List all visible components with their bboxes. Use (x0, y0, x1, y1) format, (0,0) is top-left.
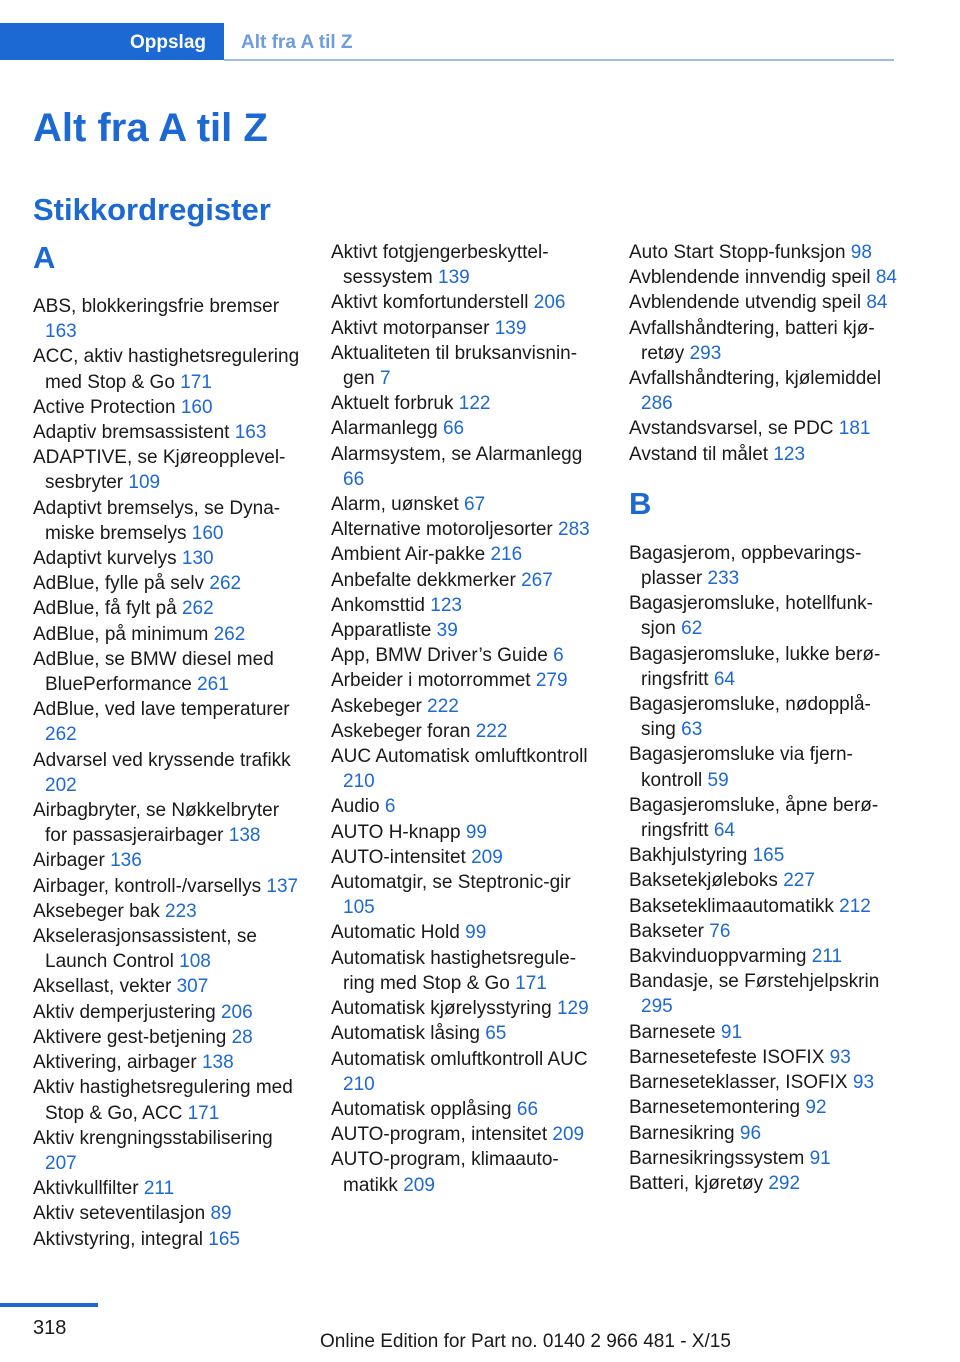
index-entry-page-link[interactable]: 6 (553, 645, 564, 667)
index-column-1 (33, 238, 301, 1252)
index-entry (33, 1227, 301, 1252)
index-entry-term: Avfallshåndtering, kjølemiddel (629, 368, 882, 390)
index-entry-term: Bakvinduoppvarming (629, 946, 807, 968)
index-entry-page-link[interactable]: 66 (442, 418, 465, 440)
index-entry-term: Bagasjeromsluke, åpne berøringsfritt (629, 794, 879, 842)
index-entry-term: Arbeider i motorrommet (331, 670, 531, 692)
index-entry-term: AUTO H-knapp (331, 821, 461, 843)
index-entry-page-link[interactable]: 99 (465, 821, 487, 843)
index-entry-page-link[interactable]: 105 (343, 897, 375, 919)
index-entry-term: Bagasjeromsluke, hotellfunksjon (629, 593, 873, 640)
header-bar (0, 0, 894, 62)
index-letter-heading: A (33, 240, 56, 275)
index-entry-term: AdBlue, ved lave temperaturer (33, 699, 290, 721)
index-entry-page-link[interactable]: 165 (208, 1228, 240, 1250)
index-entry-term: Airbager (33, 850, 105, 872)
index-entry-page-link[interactable]: 65 (485, 1023, 507, 1045)
index-entry (33, 1176, 301, 1201)
index-entry (331, 845, 599, 870)
index-column-3 (629, 240, 897, 1196)
index-entry-page-link[interactable]: 210 (343, 1073, 375, 1095)
index-entry-page-link[interactable]: 123 (430, 594, 462, 616)
index-entry-term: Automatgir, se Steptronic-gir (331, 872, 571, 894)
index-entry (331, 416, 599, 441)
index-entry (331, 618, 599, 643)
index-entry (33, 420, 301, 445)
tab-oppslag[interactable]: Oppslag (0, 23, 224, 60)
index-entry-term: Automatic Hold (331, 922, 460, 944)
index-entry-page-link[interactable]: 28 (231, 1026, 253, 1048)
index-entry (629, 366, 897, 416)
index-entry-term: Automatisk hastighetsregulering med Stop & Go (331, 947, 577, 994)
index-entry-page-link[interactable]: 286 (641, 393, 673, 415)
index-entry-page-link[interactable]: 262 (213, 623, 246, 645)
index-entry-term: Aktiv demperjustering (33, 1001, 216, 1023)
index-entry-page-link[interactable]: 66 (516, 1098, 539, 1120)
index-entry (629, 642, 897, 692)
index-entry-page-link[interactable]: 91 (809, 1147, 831, 1169)
index-entry (629, 1146, 897, 1171)
index-entry (33, 848, 301, 873)
index-entry-page-link[interactable]: 66 (343, 468, 365, 490)
index-entry-page-link[interactable]: 39 (436, 620, 458, 642)
index-entry-term: Alarmsystem, se Alarmanlegg (331, 443, 583, 465)
index-entry (33, 899, 301, 924)
index-entry-page-link[interactable]: 109 (128, 472, 161, 494)
index-entry-page-link[interactable]: 84 (875, 267, 897, 289)
index-entry-page-link[interactable]: 163 (45, 321, 77, 343)
index-entry (331, 391, 599, 416)
index-entry-term: Aktuelt forbruk (331, 393, 454, 415)
index-entry-term: ABS, blokkeringsfrie bremser (33, 296, 280, 317)
index-entry (331, 568, 599, 593)
index-entry-page-link[interactable]: 212 (839, 895, 871, 917)
index-entry-term: Ankomsttid (331, 594, 425, 616)
index-entry (33, 924, 301, 974)
index-entry-term: AUTO-intensitet (331, 846, 466, 868)
index-entry (629, 919, 897, 944)
index-entry-term: Bakseteklimaautomatikk (629, 895, 834, 917)
tab-alt-fra-a-til-z[interactable]: Alt fra A til Z (241, 32, 353, 53)
index-entry (331, 694, 599, 719)
index-entry (331, 920, 599, 945)
index-entry (629, 1095, 897, 1120)
index-entry-page-link[interactable]: 137 (266, 875, 299, 897)
index-entry-term: Aktivt komfortunderstell (331, 292, 529, 314)
index-entry (331, 996, 599, 1021)
index-entry-term: Aktivstyring, integral (33, 1228, 204, 1250)
index-entry (33, 1201, 301, 1226)
index-column-2 (331, 240, 599, 1198)
index-entry (33, 1126, 301, 1176)
index-entry-page-link[interactable]: 93 (829, 1046, 851, 1068)
index-entry-term: Askebeger foran (331, 720, 471, 742)
index-entry (629, 1171, 897, 1196)
index-entry-term: ADAPTIVE, se Kjøreopplevelsesbryter (33, 447, 286, 494)
index-entry-term: Audio (331, 796, 380, 818)
index-entry-term: Aksebeger bak (33, 900, 160, 922)
index-entry-page-link[interactable]: 64 (713, 820, 735, 842)
index-entry (33, 622, 301, 647)
index-entry (33, 596, 301, 621)
index-entry (331, 542, 599, 567)
index-entry (331, 870, 599, 920)
index-entry-page-link[interactable]: 98 (850, 242, 872, 263)
edition-note: Online Edition for Part no. 0140 2 966 481 - X/15 (320, 1331, 731, 1352)
index-entry-page-link[interactable]: 227 (783, 870, 815, 892)
index-entry-term: Aktivkullfilter (33, 1178, 139, 1200)
index-entry-term: AdBlue, på minimum (33, 623, 209, 645)
index-entry-term: Automatisk opplåsing (331, 1098, 512, 1120)
index-entry (629, 1045, 897, 1070)
index-entry-term: Airbager, kontroll-/varsellys (33, 875, 262, 897)
index-entry-page-link[interactable]: 139 (494, 317, 527, 339)
page-title: Alt fra A til Z (33, 106, 268, 150)
index-entry-page-link[interactable]: 165 (752, 845, 785, 867)
index-entry (33, 974, 301, 999)
index-entry-page-link[interactable]: 292 (768, 1172, 801, 1194)
index-entry-term: Automatisk låsing (331, 1023, 480, 1045)
index-entry (331, 719, 599, 744)
index-entry-page-link[interactable]: 171 (180, 371, 212, 393)
index-entry (331, 517, 599, 542)
index-entry (629, 692, 897, 742)
index-entry-page-link[interactable]: 206 (220, 1001, 253, 1023)
header-divider (224, 59, 894, 61)
index-entry-term: Baksetekjøleboks (629, 870, 778, 892)
index-entry-term: Barnesikringssystem (629, 1147, 805, 1169)
index-entry-page-link[interactable]: 222 (427, 695, 459, 717)
index-entry-page-link[interactable]: 262 (181, 598, 214, 620)
index-entry (331, 946, 599, 996)
index-entry-term: Akselerasjonsassistent, se Launch Control (33, 926, 257, 973)
index-entry-term: Ambient Air-pakke (331, 544, 486, 566)
index-entry-term: AUTO-program, klimaautomatikk (331, 1149, 559, 1196)
index-entry-term: Aktiv seteventilasjon (33, 1203, 206, 1225)
index-entry-page-link[interactable]: 163 (234, 422, 267, 444)
index-entry-term: Aktivere gest-betjening (33, 1026, 227, 1048)
index-entry-term: AdBlue, se BMW diesel med BluePerformance (33, 648, 274, 696)
index-entry-term: Alternative motoroljesorter (331, 519, 553, 541)
index-entry (33, 496, 301, 546)
index-entry-page-link[interactable]: 283 (558, 519, 590, 541)
index-entry-page-link[interactable]: 160 (180, 396, 213, 418)
index-entry-page-link[interactable]: 207 (45, 1152, 77, 1174)
index-entry-term: Bagasjeromsluke, nødopplåsing (629, 694, 871, 741)
index-entry-page-link[interactable]: 84 (866, 292, 888, 314)
index-entry (629, 265, 897, 290)
index-entry-term: Active Protection (33, 396, 176, 418)
index-entry-page-link[interactable]: 279 (535, 670, 568, 692)
index-entry-page-link[interactable]: 171 (187, 1102, 220, 1124)
index-entry-page-link[interactable]: 93 (852, 1072, 875, 1094)
index-entry (629, 843, 897, 868)
index-entry (33, 798, 301, 848)
index-entry (331, 1122, 599, 1147)
index-entry (33, 571, 301, 596)
index-entry (331, 442, 599, 492)
index-entry (33, 1075, 301, 1125)
index-entry-term: Barnesikring (629, 1122, 735, 1144)
index-entry (629, 591, 897, 641)
index-entry-page-link[interactable]: 222 (475, 720, 508, 742)
index-entry (629, 541, 897, 591)
index-entry-term: Avstand til målet (629, 443, 769, 465)
index-entry (33, 546, 301, 571)
index-entry-page-link[interactable]: 211 (143, 1178, 175, 1200)
index-entry (629, 316, 897, 366)
index-entry-page-link[interactable]: 59 (707, 769, 729, 791)
index-entry-page-link[interactable]: 160 (191, 522, 224, 544)
index-entry-term: AUTO-program, intensitet (331, 1124, 548, 1146)
index-entry (33, 294, 301, 344)
index-entry (629, 442, 897, 467)
index-entry (331, 744, 599, 794)
index-entry-term: Askebeger (331, 695, 422, 717)
index-entry-page-link[interactable]: 122 (458, 393, 491, 415)
index-entry (331, 1097, 599, 1122)
index-entry-term: Advarsel ved kryssende trafikk (33, 749, 291, 771)
index-entry (629, 969, 897, 1019)
index-entry (33, 1000, 301, 1025)
index-entry (331, 593, 599, 618)
index-entry-term: Bakseter (629, 920, 704, 942)
index-entry-page-link[interactable]: 139 (438, 267, 470, 289)
index-entry-page-link[interactable]: 67 (464, 494, 486, 516)
index-entry-page-link[interactable]: 209 (552, 1124, 585, 1146)
index-entry (331, 492, 599, 517)
index-entry-term: Barnesete (629, 1021, 716, 1043)
index-entry-term: Aksellast, vekter (33, 976, 172, 998)
index-entry (33, 697, 301, 747)
index-entry-term: Aktivt motorpanser (331, 317, 490, 339)
index-entry-term: Aktivering, airbager (33, 1052, 197, 1074)
index-entry-page-link[interactable]: 138 (201, 1052, 234, 1074)
index-entry (629, 944, 897, 969)
index-entry-page-link[interactable]: 64 (713, 668, 735, 690)
index-entry-term: Alarm, uønsket (331, 494, 459, 516)
index-entry-page-link[interactable]: 6 (384, 796, 396, 818)
index-entry-term: Adaptivt kurvelys (33, 548, 177, 570)
index-entry-page-link[interactable]: 261 (197, 674, 229, 696)
index-entry-page-link[interactable]: 171 (515, 972, 547, 994)
index-entry (33, 647, 301, 697)
index-entry-term: Auto Start Stopp-funksjon (629, 242, 846, 263)
index-entry-term: Anbefalte dekkmerker (331, 569, 516, 591)
index-entry (629, 290, 897, 315)
section-subtitle: Stikkordregister (33, 192, 271, 227)
index-entry-page-link[interactable]: 307 (176, 976, 209, 998)
index-entry (629, 1070, 897, 1095)
index-entry-page-link[interactable]: 223 (165, 900, 197, 922)
index-entry-page-link[interactable]: 96 (739, 1122, 762, 1144)
index-entry-page-link[interactable]: 76 (709, 920, 731, 942)
index-entry-page-link[interactable]: 62 (681, 618, 703, 640)
index-entry (331, 341, 599, 391)
index-entry (331, 643, 599, 668)
index-entry-page-link[interactable]: 206 (533, 292, 566, 314)
index-entry-term: Automatisk kjørelysstyring (331, 998, 552, 1020)
index-entry (331, 668, 599, 693)
index-entry (331, 316, 599, 341)
index-entry-term: Bagasjerom, oppbevaringsplasser (629, 542, 862, 590)
index-entry-term: Bagasjeromsluke, lukke berøringsfritt (629, 643, 881, 690)
index-entry-term: Adaptivt bremselys, se Dynamiske bremselys (33, 497, 281, 544)
index-entry-term: AdBlue, få fylt på (33, 598, 177, 620)
index-entry-term: App, BMW Driver’s Guide (331, 645, 548, 667)
index-entry-page-link[interactable]: 216 (490, 544, 523, 566)
index-entry-term: Bagasjeromsluke via fjernkontroll (629, 744, 853, 791)
index-entry-page-link[interactable]: 233 (707, 568, 740, 590)
index-entry-page-link[interactable]: 293 (689, 342, 722, 364)
index-entry-term: Aktualiteten til bruksanvisningen (331, 342, 578, 390)
index-entry-term: Automatisk omluftkontroll AUC (331, 1048, 588, 1070)
index-entry-term: Batteri, kjøretøy (629, 1172, 764, 1194)
index-entry-page-link[interactable]: 211 (811, 946, 843, 968)
index-entry-term: Avfallshåndtering, batteri kjøretøy (629, 317, 875, 364)
index-entry (33, 445, 301, 495)
index-entry-term: Avstandsvarsel, se PDC (629, 418, 834, 440)
page-number: 318 (33, 1317, 67, 1339)
index-letter-heading: B (629, 485, 652, 521)
index-entry (33, 748, 301, 798)
index-entry-term: Avblendende utvendig speil (629, 292, 862, 314)
index-entry-page-link[interactable]: 209 (471, 846, 503, 868)
index-entry-term: ACC, aktiv hastighetsregulering med Stop & Go (33, 346, 300, 393)
index-entry-term: AUC Automatisk omluftkontroll (331, 746, 588, 768)
index-entry-page-link[interactable]: 209 (403, 1174, 435, 1196)
index-entry (331, 1047, 599, 1097)
index-entry (331, 1021, 599, 1046)
index-entry (331, 240, 599, 290)
index-entry (629, 742, 897, 792)
index-entry (629, 240, 897, 265)
index-entry (331, 820, 599, 845)
index-entry (33, 344, 301, 394)
index-entry-page-link[interactable]: 63 (681, 719, 703, 741)
footer-accent-line (0, 1303, 98, 1307)
index-entry-page-link[interactable]: 129 (556, 998, 589, 1020)
index-entry (33, 874, 301, 899)
index-entry-page-link[interactable]: 92 (805, 1097, 827, 1119)
index-entry-page-link[interactable]: 7 (379, 368, 391, 390)
index-entry-term: Alarmanlegg (331, 418, 438, 440)
index-entry-page-link[interactable]: 295 (641, 996, 673, 1018)
index-entry-page-link[interactable]: 181 (838, 418, 871, 440)
index-entry (331, 1147, 599, 1197)
index-entry-page-link[interactable]: 138 (228, 825, 261, 847)
index-entry (33, 395, 301, 420)
index-entry-page-link[interactable]: 262 (209, 573, 242, 595)
index-entry (629, 1121, 897, 1146)
index-entry (33, 1025, 301, 1050)
index-entry-term: Aktiv krengningsstabilisering (33, 1127, 273, 1149)
index-entry-term: Barnesetefeste ISOFIX (629, 1046, 825, 1068)
index-entry-page-link[interactable]: 210 (343, 771, 375, 793)
index-entry-page-link[interactable]: 99 (465, 922, 487, 944)
index-entry (331, 290, 599, 315)
index-entry-page-link[interactable]: 136 (110, 850, 142, 872)
index-entry-term: Bandasje, se Førstehjelpskrin (629, 971, 880, 993)
index-entry-term: Adaptiv bremsassistent (33, 422, 230, 444)
index-entry (629, 868, 897, 893)
index-entry-term: Barnesetemontering (629, 1097, 801, 1119)
index-entry (33, 1050, 301, 1075)
index-entry-term: Aktivt fotgjengerbeskyttelsessystem (331, 242, 549, 289)
index-entry-page-link[interactable]: 262 (45, 724, 77, 746)
index-entry-term: Bakhjulstyring (629, 845, 748, 867)
index-entry-page-link[interactable]: 267 (521, 569, 553, 591)
index-entry-term: Aktiv hastighetsregulering med Stop & Go, ACC (33, 1077, 293, 1124)
index-entry-term: Barneseteklasser, ISOFIX (629, 1072, 848, 1094)
index-entry (629, 1020, 897, 1045)
index-entry (331, 794, 599, 819)
index-entry-page-link[interactable]: 89 (210, 1203, 232, 1225)
index-entry-page-link[interactable]: 108 (179, 951, 211, 973)
index-entry-term: Avblendende innvendig speil (629, 267, 871, 289)
index-entry-page-link[interactable]: 123 (773, 443, 806, 465)
index-entry-term: Airbagbryter, se Nøkkelbryter for passasjerairbager (33, 800, 280, 847)
index-entry (629, 793, 897, 843)
index-entry (629, 416, 897, 441)
index-entry-term: AdBlue, fylle på selv (33, 573, 205, 595)
index-entry-page-link[interactable]: 130 (181, 548, 214, 570)
index-entry-term: Apparatliste (331, 620, 432, 642)
index-entry (629, 894, 897, 919)
index-entry-page-link[interactable]: 202 (45, 774, 77, 796)
index-entry-page-link[interactable]: 91 (720, 1021, 743, 1043)
